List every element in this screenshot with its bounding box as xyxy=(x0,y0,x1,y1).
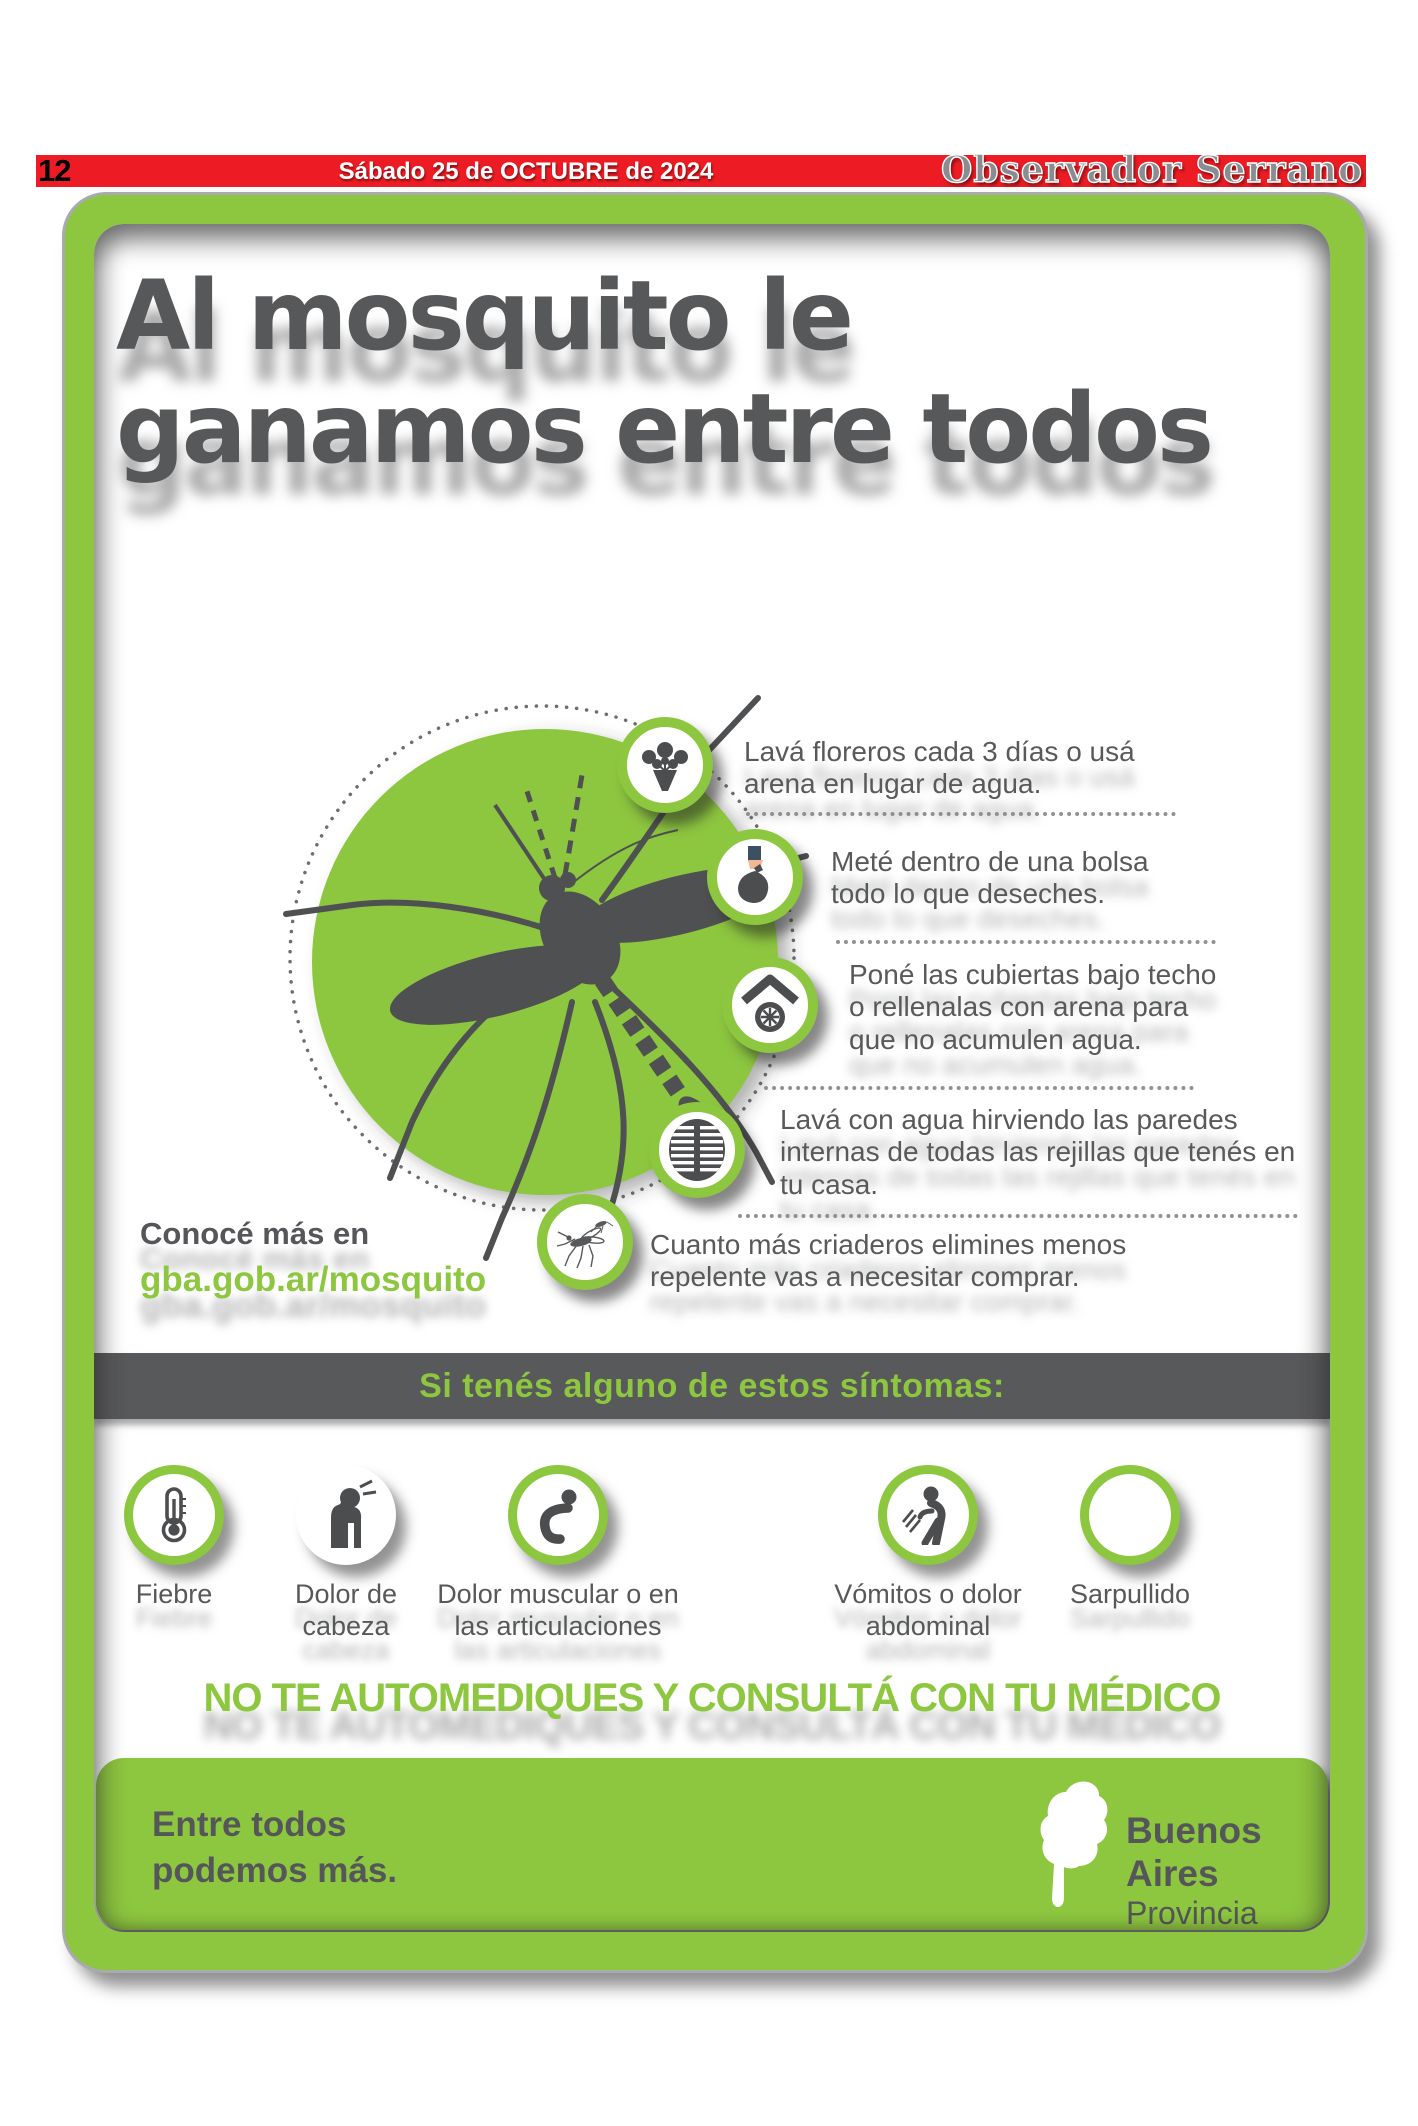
headache-icon xyxy=(309,1478,383,1552)
symptoms-banner-text: Si tenés alguno de estos síntomas: xyxy=(419,1366,1005,1405)
tip-drain-grate-circle xyxy=(649,1102,745,1198)
symptom-dolor-cabeza xyxy=(246,1465,446,1643)
page-number: 12 xyxy=(38,153,71,188)
symptom-label: Dolor de cabeza xyxy=(294,1579,398,1641)
poster-title xyxy=(116,260,1211,487)
dotted-separator xyxy=(836,940,1216,944)
footer-slogan-line1: Entre todos xyxy=(152,1805,347,1844)
tip-text: Lavá con agua hirviendo las paredes internas de todas las rejillas que tenés en tu casa. xyxy=(780,1104,1296,1200)
rash-icon xyxy=(1080,1465,1180,1565)
symptom-circle xyxy=(508,1465,608,1565)
tip-trash-bag-circle xyxy=(707,829,803,925)
dotted-separator xyxy=(764,1086,1194,1090)
more-info-label: Conocé más en xyxy=(140,1216,370,1251)
symptom-sarpullido xyxy=(1030,1465,1230,1611)
poster-title-line1: Al mosquito le xyxy=(116,260,851,372)
symptom-dolor-muscular xyxy=(418,1465,698,1643)
tip-text: Cuanto más criaderos elimines menos repelente vas a necesitar comprar. xyxy=(650,1229,1127,1293)
poster-title-line2: ganamos entre todos xyxy=(116,373,1212,486)
footer-bar xyxy=(96,1758,1328,1930)
brand-subtitle: Provincia xyxy=(1126,1895,1258,1932)
poster-card xyxy=(62,192,1368,1973)
flowers-icon xyxy=(634,734,696,796)
symptom-circle xyxy=(124,1465,224,1565)
thermometer-icon xyxy=(145,1486,203,1544)
buenos-aires-province-logo xyxy=(1038,1780,1110,1914)
symptom-label: Fiebre xyxy=(135,1579,213,1609)
drain-grate-icon xyxy=(664,1117,730,1183)
dotted-separator xyxy=(738,1214,1298,1218)
warning-text: NO TE AUTOMEDIQUES Y CONSULTÁ CON TU MÉDICO xyxy=(203,1676,1221,1720)
symptom-circle xyxy=(296,1465,396,1565)
symptom-label: Vómitos o dolor abdominal xyxy=(834,1579,1022,1641)
footer-slogan-line2: podemos más. xyxy=(152,1850,398,1890)
symptom-label: Dolor muscular o en las articulaciones xyxy=(437,1579,679,1641)
symptoms-banner xyxy=(94,1353,1330,1419)
date-line: Sábado 25 de OCTUBRE de 2024 xyxy=(338,158,714,185)
tip-text: Lavá floreros cada 3 días o usá arena en lugar de agua. xyxy=(744,736,1135,800)
dotted-separator xyxy=(746,812,1176,816)
brand-name: Buenos Aires xyxy=(1126,1810,1262,1894)
publication-masthead: Observador Serrano xyxy=(941,149,1363,191)
trash-bag-icon xyxy=(724,846,786,908)
tip-tire-roof-circle xyxy=(722,957,818,1053)
abdominal-pain-icon xyxy=(898,1485,958,1545)
footer-slogan xyxy=(152,1802,397,1893)
tip-flowers-circle xyxy=(617,717,713,813)
poster-card-inner xyxy=(94,224,1330,1932)
more-info-link: gba.gob.ar/mosquito xyxy=(140,1260,487,1299)
symptom-circle xyxy=(878,1465,978,1565)
tip-text: Poné las cubiertas bajo techo o rellenalas con arena para que no acumulen agua. xyxy=(849,959,1217,1055)
tip-mosquito-circle xyxy=(537,1194,633,1290)
symptom-label: Sarpullido xyxy=(1069,1579,1191,1609)
mosquito-icon xyxy=(552,1209,618,1275)
tire-under-roof-icon xyxy=(737,972,803,1038)
brand-text xyxy=(1126,1810,1328,1932)
tip-text: Meté dentro de una bolsa todo lo que deseches. xyxy=(831,846,1149,910)
joint-pain-icon xyxy=(529,1486,587,1544)
symptom-vomitos xyxy=(813,1465,1043,1643)
